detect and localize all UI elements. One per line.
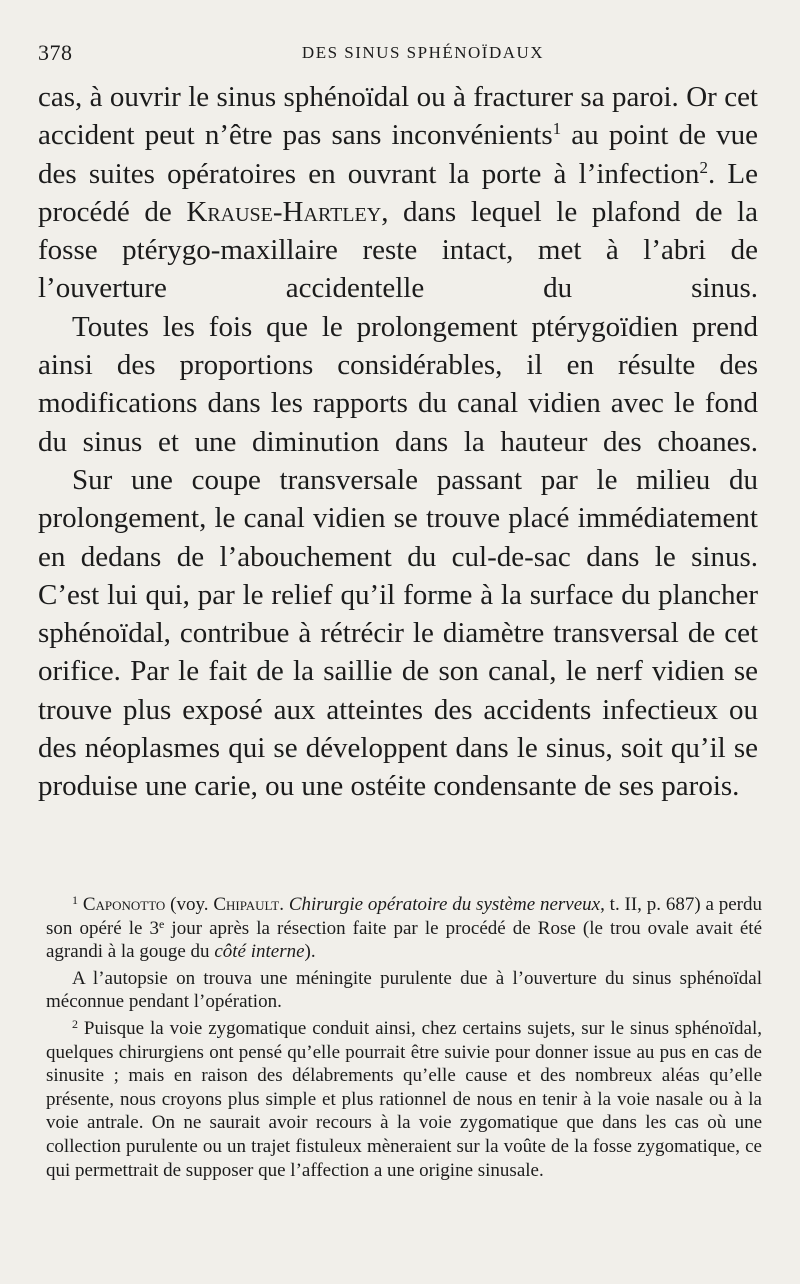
footnote-2 (46, 1017, 762, 1182)
page-number: 378 (38, 40, 73, 65)
footnote-1-text-d: jour après la résection faite par le procédé de Rose (le trou ovale avait été agrandi à la gouge du (46, 917, 762, 963)
paragraph-3: Sur une coupe transversale passant par le milieu du prolongement, le canal vidien se trouve placé immédiatement en dedans de l’abouchement du cul-de-sac dans le sinus. C’est lui qui, par le relief qu’il forme à la surface du plancher sphénoïdal, contribue à rétrécir le diamètre transversal de cet orifice. Par le fait de la saillie de son canal, le nerf vidien se trouve plus exposé aux atteintes des accidents infectieux ou des néoplasmes qui se développent dans le sinus, soit qu’il se produise une carie, ou une ostéite condensante de ses parois. (38, 463, 758, 803)
paragraph-1 (38, 78, 758, 308)
footnote-1-italic-end: côté interne (214, 941, 305, 963)
footnote-1-author-2: Chipault (213, 894, 280, 915)
footnote-1 (46, 893, 762, 964)
paragraph-1-text-d: , dans lequel le plafond de la fosse ptérygo-maxillaire reste intact, met à l’abri de l’ouverture accidentelle du sinus. (38, 195, 758, 305)
paragraph-1-text-c: . Le procédé de (38, 157, 758, 228)
page-header (38, 40, 768, 70)
footnote-1-text-b: . (279, 894, 289, 915)
footnote-1-continuation: A l’autopsie on trouva une méningite purulente due à l’ouverture du sinus sphénoïdal méconnue pendant l’opération. (46, 967, 762, 1013)
author-name: Krause-Hartley (186, 195, 382, 228)
paragraph-2: Toutes les fois que le prolongement ptérygoïdien prend ainsi des proportions considérables, il en résulte des modifications dans les rapports du canal vidien avec le fond du sinus et une diminution dans la hauteur des choanes. (38, 310, 758, 458)
footnote-1-text-a: (voy. (165, 894, 214, 915)
footnote-2-text: Puisque la voie zygomatique conduit ainsi, chez certains sujets, sur le sinus sphénoïdal, quelques chirurgiens ont pensé qu’elle pourrait être suivie pour donner issue au pus en cas de sinusite ; mais en raison des délabrements qu’elle cause et des nombreux aléas qu’elle présente, nous croyons plus simple et plus rationnel de nous en tenir à la voie nasale ou à la voie antrale. On ne saurait avoir recours à la voie zygomatique que dans les cas où une collection purulente ou un trajet fistuleux mèneraient sur la voûte de la fosse zygomatique, ce qui permettrait de supposer que l’affection a une origine sinusale. (46, 1017, 762, 1181)
footnote-1-author: Caponotto (82, 894, 166, 915)
footnotes (46, 893, 762, 1182)
footnote-1-text-e: ). (304, 941, 316, 963)
paragraph-1-text-a: cas, à ouvrir le sinus sphénoïdal ou à fracturer sa paroi. Or cet accident peut n’être pas sans inconvénients (38, 81, 758, 152)
footnote-ref-2: 2 (699, 157, 708, 177)
footnote-1-text-c: , t. II, p. 687) a perdu son opéré le 3 (46, 894, 763, 939)
footnote-1-mark: 1 (72, 893, 78, 907)
body-text (38, 78, 758, 806)
running-title: DES SINUS SPHÉNOÏDAUX (301, 43, 545, 62)
footnote-2-mark: 2 (72, 1016, 78, 1031)
footnote-1-book-title: Chirurgie opératoire du système nerveux (288, 894, 601, 915)
footnote-1-ordinal: e (159, 916, 165, 931)
footnote-ref-1: 1 (552, 119, 562, 139)
paragraph-1-text-b: au point de vue des suites opératoires en ouvrant la porte à l’infection (38, 119, 758, 190)
